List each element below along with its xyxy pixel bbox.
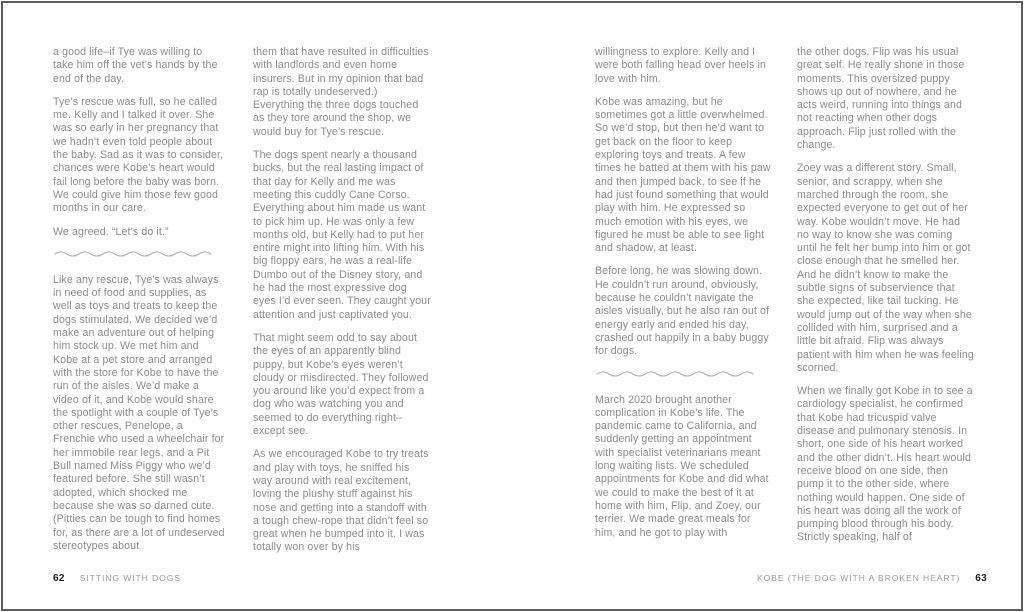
paragraph: We agreed. “Let’s do it.” [53,225,169,238]
left-page-number: 62 [53,572,65,584]
paragraph: Like any rescue, Tye’s was always in need of food and supplies, as well as toys and treats to keep the dogs stimulated. We decided we’d make an adventure out of helping him stock up. We met him and Kobe at a pet store and arranged with the store for Kobe to have the run of the aisles. We’d make a video of it, and Kobe would share the spotlight with a couple of Tye’s other rescues, Penelope, a Frenchie who used a wheelchair for her immobile rear legs, and a Pit Bull named Miss Piggy who we’d featured before. She still wasn’t adopted, which shocked me because she was so darned cute. (Pitties can be tough to find homes for, as there are a lot of undeserved stereotypes about [53,273,225,552]
paragraph: Kobe was amazing, but he sometimes got a little overwhelmed. So we’d stop, but then he’d want to get back on the floor to keep exploring toys and treats. A few times he batted at them with his paw and then jumped back, to see if he had just found something that would play with him. He expressed so much emotion with his eyes, we figured he must be able to see light and shadow, at least. [595,95,771,255]
right-running-head: KOBE (THE DOG WITH A BROKEN HEART) [756,573,961,583]
wavy-divider [595,369,773,377]
paragraph: Zoey was a different story. Small, senior, and scrappy, when she marched through the room, she expected everyone to get out of her way. Kobe wouldn’t move. He had no way to know she was coming until he felt her bump into him or got close enough that he smelled her. And he didn’t know to make the subtle signs of subservience that she expected, like tail tucking. He would jump out of the way when she collided with him, surprised and a little bit afraid. Flip was always patient with him when he was feeling scorned. [797,162,974,374]
paragraph: As we encouraged Kobe to try treats and play with toys, he sniffed his way around with real excitement, loving the plushy stuff against his nose and getting into a standoff with a tough chew-rope that didn’t feel so great when he bumped into it. I was totally won over by his [253,448,429,554]
paragraph: When we finally got Kobe in to see a cardiology specialist, he confirmed that Kobe had tricuspid valve disease and pulmonary stenosis. In short, one side of his heart worked and the other didn’t. His heart would receive blood on one side, then pump it to the other side, where nothing would happen. One side of his heart was doing all the work of pumping blood through his body. Strictly speaking, half of [797,385,973,544]
paragraph: a good life–if Tye was willing to take him off the vet’s hands by the end of the day. [53,46,218,85]
left-running-head: SITTING WITH DOGS [79,573,181,583]
paragraph: That might seem odd to say about the eyes of an apparently blind puppy, but Kobe’s eyes weren’t cloudy or misdirected. They followed you around like you’d expect from a dog who was watching you and seemed to do everything right–except see. [253,331,429,438]
paragraph: Tye’s rescue was full, so he called me. Kelly and I talked it over. She was so early in her pregnancy that we hadn’t even told people about the baby. Sad as it was to consider, chances were Kobe’s heart would fail long before the baby was born. We could give him those few good months in our care. [53,95,224,215]
right-page-number: 63 [975,572,987,584]
paragraph: the other dogs. Flip was his usual great self. He really shone in those moments. This oversized puppy shows up out of nowhere, and he acts weird, running into things and not reacting when other dogs approach. Flip just rolled with the change. [797,46,965,152]
right-page-footer [757,571,987,585]
paragraph: March 2020 brought another complication in Kobe’s life. The pandemic came to California, and suddenly getting an appointment with specialist veterinarians meant long waiting lists. We scheduled appointments for Kobe and did what we could to make the best of it at home with him, Flip, and Zoey, our terrier. We made great meals for him, and he got to play with [595,393,769,539]
wavy-line-icon [595,369,757,377]
left-page-column-2 [253,46,431,565]
paragraph: willingness to explore. Kelly and I were both falling head over heels in love with him. [595,46,766,85]
right-page-column-2 [797,46,975,555]
paragraph: them that have resulted in difficulties with landlords and even home insurers. But in my opinion that bad rap is totally undeserved.) Everything the three dogs touched as they tore around the shop, we would buy for Tye’s rescue. [253,46,429,138]
right-page-column-1 [595,46,773,550]
wavy-divider [53,249,225,257]
paragraph: Before long, he was slowing down. He couldn’t run around, obviously, because he couldn’t navigate the aisles visually, but he also ran out of energy early and ended his day, crashed out happily in a baby buggy for dogs. [595,265,770,358]
left-page-footer [53,571,181,585]
left-page-column-1 [53,46,225,563]
paragraph: The dogs spent nearly a thousand bucks, but the real lasting impact of that day for Kelly and me was meeting this cuddly Cane Corso. Everything about him made us want to pick him up. He was only a few months old, but Kelly had to put her entire might into lifting him. With his big floppy ears, he was a real-life Dumbo out of the Disney story, and he had the most expressive dog eyes I’d ever seen. They caught your attention and just captivated you. [253,149,431,321]
wavy-line-icon [53,249,215,257]
